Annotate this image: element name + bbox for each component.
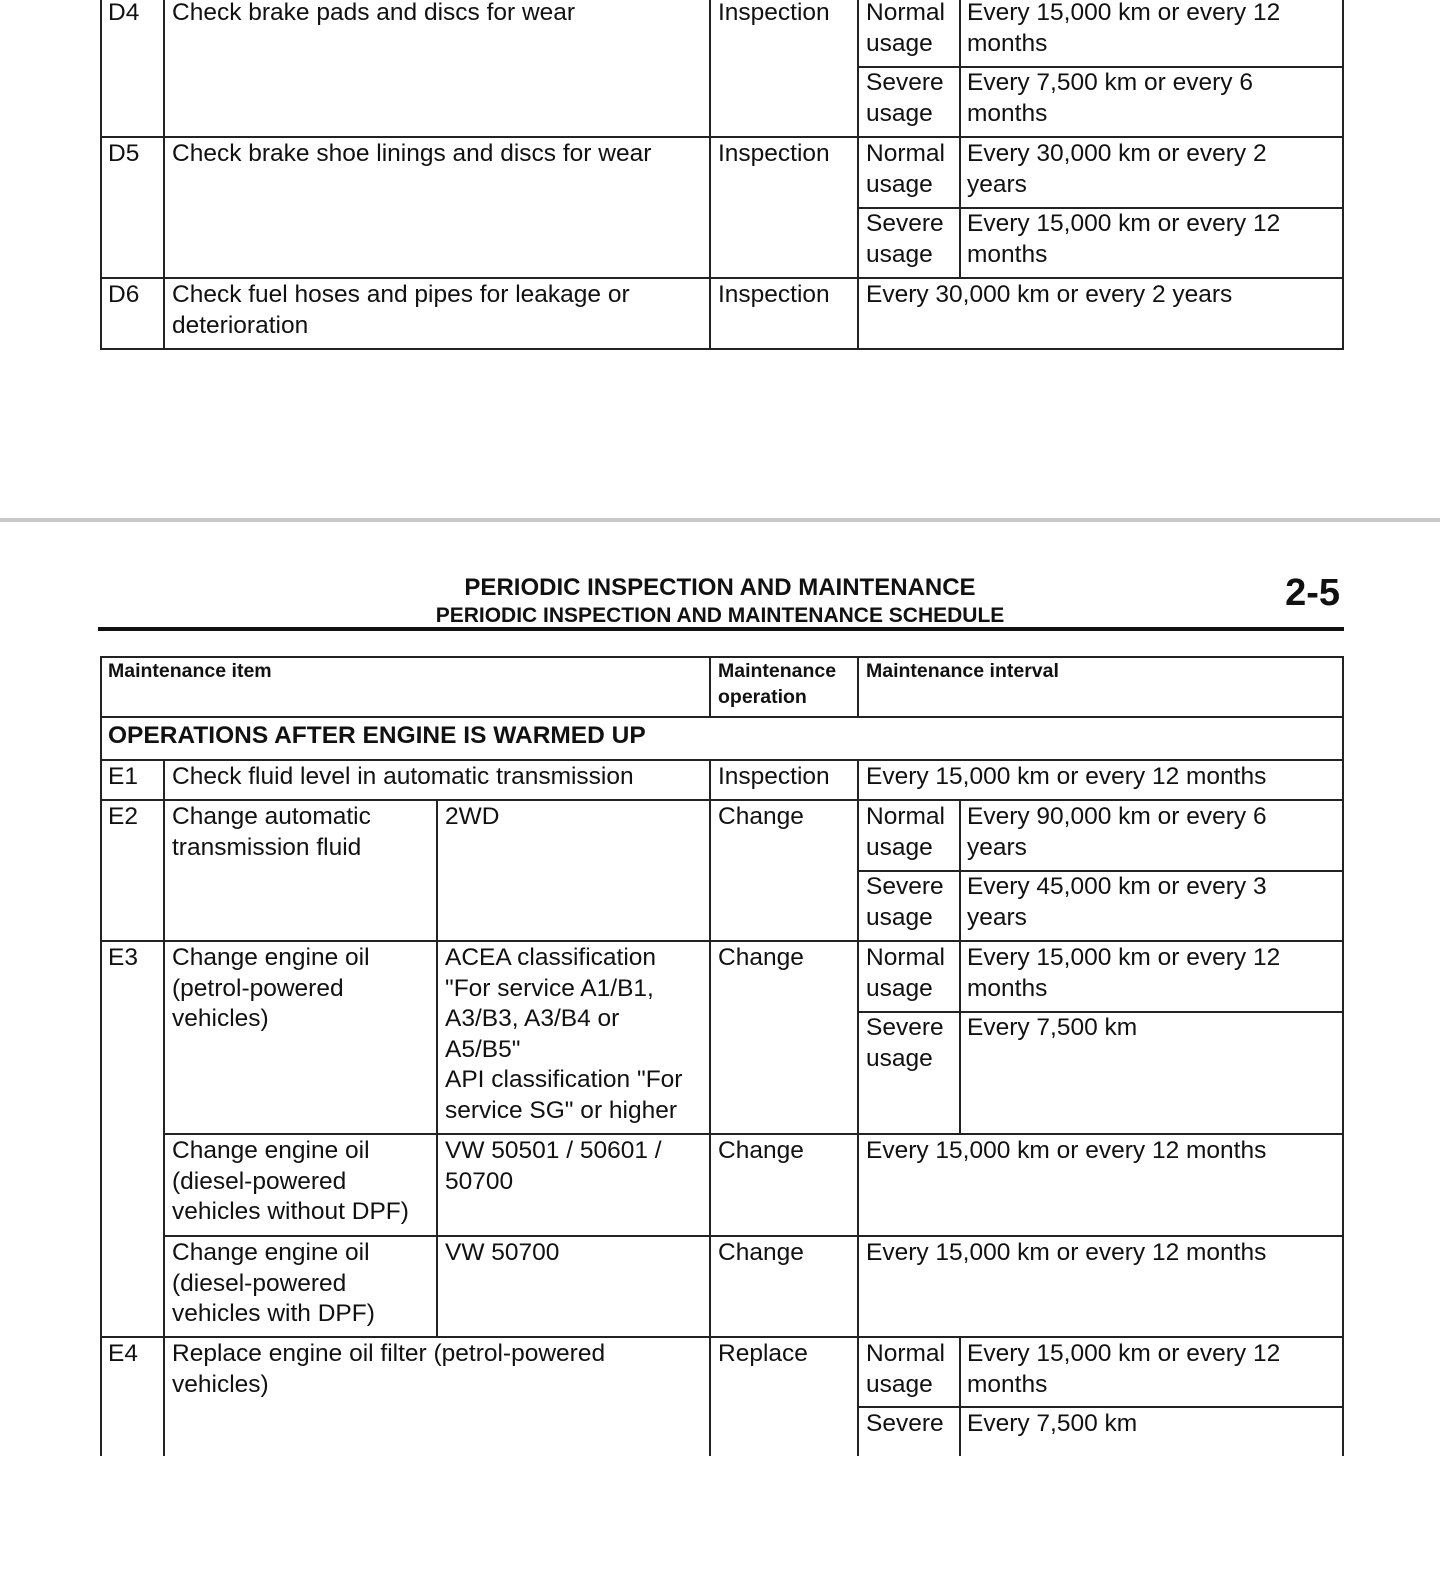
- normal-usage-interval: Every 15,000 km or every 12 months: [967, 1340, 1281, 1398]
- severe-usage-label: Severe usage: [866, 210, 944, 268]
- maintenance-operation: Change: [718, 1239, 804, 1266]
- normal-usage-interval: Every 30,000 km or every 2 years: [967, 140, 1267, 198]
- item-specification: VW 50501 / 50601 / 50700: [445, 1137, 662, 1195]
- maintenance-item: Check fluid level in automatic transmission: [172, 763, 634, 790]
- maintenance-operation: Inspection: [718, 0, 830, 26]
- maintenance-interval: Every 15,000 km or every 12 months: [866, 1137, 1267, 1164]
- column-header-item: Maintenance item: [108, 660, 272, 682]
- maintenance-item: Change engine oil (petrol-powered vehicles): [172, 944, 370, 1032]
- normal-usage-interval: Every 90,000 km or every 6 years: [967, 803, 1267, 861]
- maintenance-item: Replace engine oil filter (petrol-powered vehicles): [172, 1340, 606, 1398]
- row-id: E2: [108, 803, 138, 830]
- page-header-subtitle: PERIODIC INSPECTION AND MAINTENANCE SCHEDULE: [435, 604, 1005, 627]
- normal-usage-label: Normal usage: [866, 803, 945, 861]
- normal-usage-label: Normal usage: [866, 1340, 945, 1398]
- maintenance-operation: Inspection: [718, 140, 830, 167]
- normal-usage-interval: Every 15,000 km or every 12 months: [967, 0, 1281, 57]
- column-header-interval: Maintenance interval: [866, 660, 1059, 682]
- item-specification: 2WD: [445, 803, 500, 830]
- current-page: [0, 522, 1440, 1440]
- normal-usage-label: Normal usage: [866, 140, 945, 198]
- maintenance-operation: Change: [718, 944, 804, 971]
- maintenance-table: [100, 656, 1344, 1574]
- severe-usage-interval: Every 45,000 km or every 3 years: [967, 873, 1267, 931]
- normal-usage-label: Normal usage: [866, 944, 945, 1002]
- row-id: D6: [108, 281, 140, 308]
- previous-page: [0, 0, 1440, 518]
- maintenance-operation: Change: [718, 1137, 804, 1164]
- maintenance-operation: Inspection: [718, 763, 830, 790]
- maintenance-interval: Every 30,000 km or every 2 years: [866, 281, 1233, 308]
- maintenance-operation: Change: [718, 803, 804, 830]
- maintenance-operation: Replace: [718, 1340, 808, 1367]
- maintenance-operation: Inspection: [718, 281, 830, 308]
- severe-usage-interval: Every 7,500 km or every 6 months: [967, 69, 1253, 127]
- maintenance-interval: Every 15,000 km or every 12 months: [866, 763, 1267, 790]
- severe-usage-label: Severe usage: [866, 1014, 944, 1072]
- severe-usage-label: Severe: [866, 1410, 944, 1437]
- row-id: D4: [108, 0, 140, 26]
- severe-usage-interval: Every 7,500 km: [967, 1014, 1138, 1041]
- column-header-operation: Maintenance operation: [718, 660, 837, 708]
- maintenance-item: Change engine oil (diesel-powered vehicles without DPF): [172, 1137, 409, 1225]
- maintenance-item: Check brake shoe linings and discs for wear: [172, 140, 652, 167]
- item-specification: ACEA classification "For service A1/B1, A3/B3, A3/B4 or A5/B5" API classification "For service SG" or higher: [445, 944, 683, 1124]
- row-id: D5: [108, 140, 140, 167]
- maintenance-item: Change engine oil (diesel-powered vehicles with DPF): [172, 1239, 375, 1327]
- row-id: E1: [108, 763, 138, 790]
- maintenance-item: Change automatic transmission fluid: [172, 803, 371, 861]
- page-number: 2-5: [1285, 572, 1340, 614]
- section-title: OPERATIONS AFTER ENGINE IS WARMED UP: [108, 722, 646, 749]
- severe-usage-interval: Every 15,000 km or every 12 months: [967, 210, 1281, 268]
- maintenance-item: Check brake pads and discs for wear: [172, 0, 576, 26]
- maintenance-table-top: [100, 0, 1344, 518]
- maintenance-interval: Every 15,000 km or every 12 months: [866, 1239, 1267, 1266]
- severe-usage-label: Severe usage: [866, 873, 944, 931]
- severe-usage-interval: Every 7,500 km: [967, 1410, 1138, 1437]
- page-header-title: PERIODIC INSPECTION AND MAINTENANCE: [464, 574, 976, 601]
- row-id: E4: [108, 1340, 138, 1367]
- row-id: E3: [108, 944, 138, 971]
- item-specification: VW 50700: [445, 1239, 560, 1266]
- maintenance-item: Check fuel hoses and pipes for leakage or deterioration: [172, 281, 630, 339]
- severe-usage-label: Severe usage: [866, 69, 944, 127]
- header-rule: [98, 627, 1344, 631]
- normal-usage-interval: Every 15,000 km or every 12 months: [967, 944, 1281, 1002]
- normal-usage-label: Normal usage: [866, 0, 945, 57]
